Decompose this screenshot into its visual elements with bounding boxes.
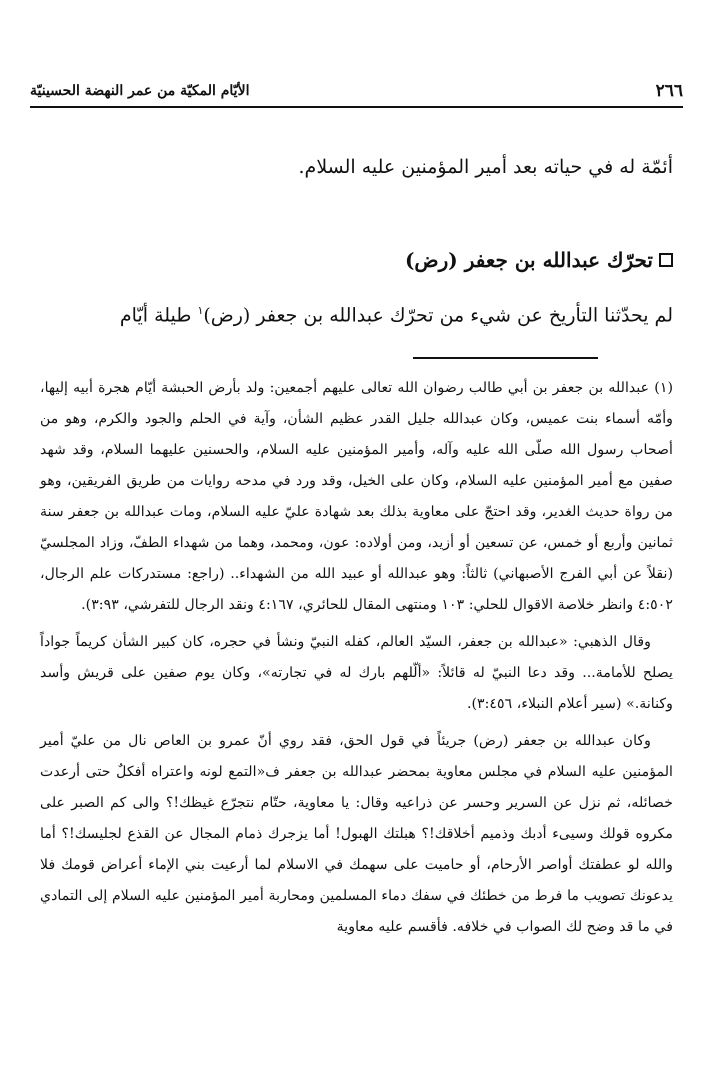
footnotes	[40, 373, 673, 949]
body-line-1: أئمّة له في حياته بعد أمير المؤمنين عليه السلام.	[298, 156, 673, 178]
page-number: ٢٦٦	[655, 81, 683, 101]
body-line-2-text: لم يحدّثنا التأريخ عن شيء من تحرّك عبدالله بن جعفر (رض)	[203, 304, 673, 327]
page-header	[30, 78, 683, 104]
section-heading	[405, 248, 673, 272]
footnote-paragraph-2: وقال الذهبي: «عبدالله بن جعفر، السيّد العالم، كفله النبيّ ونشأ في حجره، كان كبير الشأن كريماً جواداً يصلح للأمامة... وقد دعا النبيّ له قائلاً: «ألّلهم بارك له في تجارته»، وكان يوم صفين على قريش وأسد وكنانة.» (سير أعلام النبلاء، ٣:٤٥٦).	[40, 634, 673, 712]
square-bullet-icon	[659, 253, 673, 267]
running-title: الأيّام المكيّة من عمر النهضة الحسينيّة	[30, 83, 250, 99]
footnote-ref: ١	[197, 304, 204, 317]
footnote-paragraph-1: (١) عبدالله بن جعفر بن أبي طالب رضوان الله تعالى عليهم أجمعين: ولد بأرض الحبشة أيّام هجرة أبيه إليها، وأمّه أسماء بنت عميس، وكان عبدالله جليل القدر عظيم الشأن، وآية في الحلم والجود والكرم، وهو من أصحاب رسول الله صلّى الله عليه وآله، وأمير المؤمنين عليه السلام، والحسنين عليهما السلام، وقد شهد صفين مع أمير المؤمنين عليه السلام، وكان على الخيل، وقد ورد في مدحه روايات من طريق الفريقين، وهو من رواة حديث الغدير، وقد احتجّ على معاوية بذلك بعد شهادة عليّ عليه السلام، ومات عبدالله بن جعفر سنة ثمانين وأربع أو خمس، عن تسعين أو أزيد، ومن أولاده: عون، ومحمد، وهما من شهداء الطفّ، وزاد المجلسيّ (نقلاً عن أبي الفرج الأصبهاني) ثالثاً: وهو عبدالله أو عبيد الله من الشهداء.. (راجع: مستدركات علم الرجال، ٤:٥٠٢ وانظر خلاصة الاقوال للحلي: ١٠٣ ومنتهى المقال للحائري، ٤:١٦٧ ونقد الرجال للتفرشي، ٣:٩٣).	[40, 380, 673, 613]
footnote-paragraph-3: وكان عبدالله بن جعفر (رض) جريئاً في قول الحق، فقد روي أنّ عمرو بن العاص نال من عليّ أمير المؤمنين عليه السلام في مجلس معاوية بمحضر عبدالله بن جعفر ف«التمع لونه واعتراه أفكلٌ حتى أرعدت خصائله، ثم نزل عن السرير وحسر عن ذراعيه وقال: يا معاوية، حتّام نتجرّع غيظك!؟ والى كم الصبر على مكروه قولك وسيىء أدبك وذميم أخلاقك!؟ هبلتك الهبول! أما يزجرك ذمام المجال عن القذع لجليسك!؟ أما والله لو عطفتك أواصر الأرحام، أو حاميت على سهمك في الاسلام لما أرعيت بني الإماء أعراض قومك فلا يدعونك تصويب ما فرط من خطئك في سفك دماء المسلمين ومحاربة أمير المؤمنين عليه السلام إلى التمادي في ما قد وضح لك الصواب في خلافه. فأقسم عليه معاوية	[40, 733, 673, 935]
footnote-separator	[413, 357, 598, 359]
header-rule	[30, 106, 683, 108]
body-line-2	[48, 296, 673, 330]
body-line-2-end: طيلة أيّام	[119, 304, 198, 327]
section-heading-text: تحرّك عبدالله بن جعفر (رض)	[404, 248, 653, 272]
